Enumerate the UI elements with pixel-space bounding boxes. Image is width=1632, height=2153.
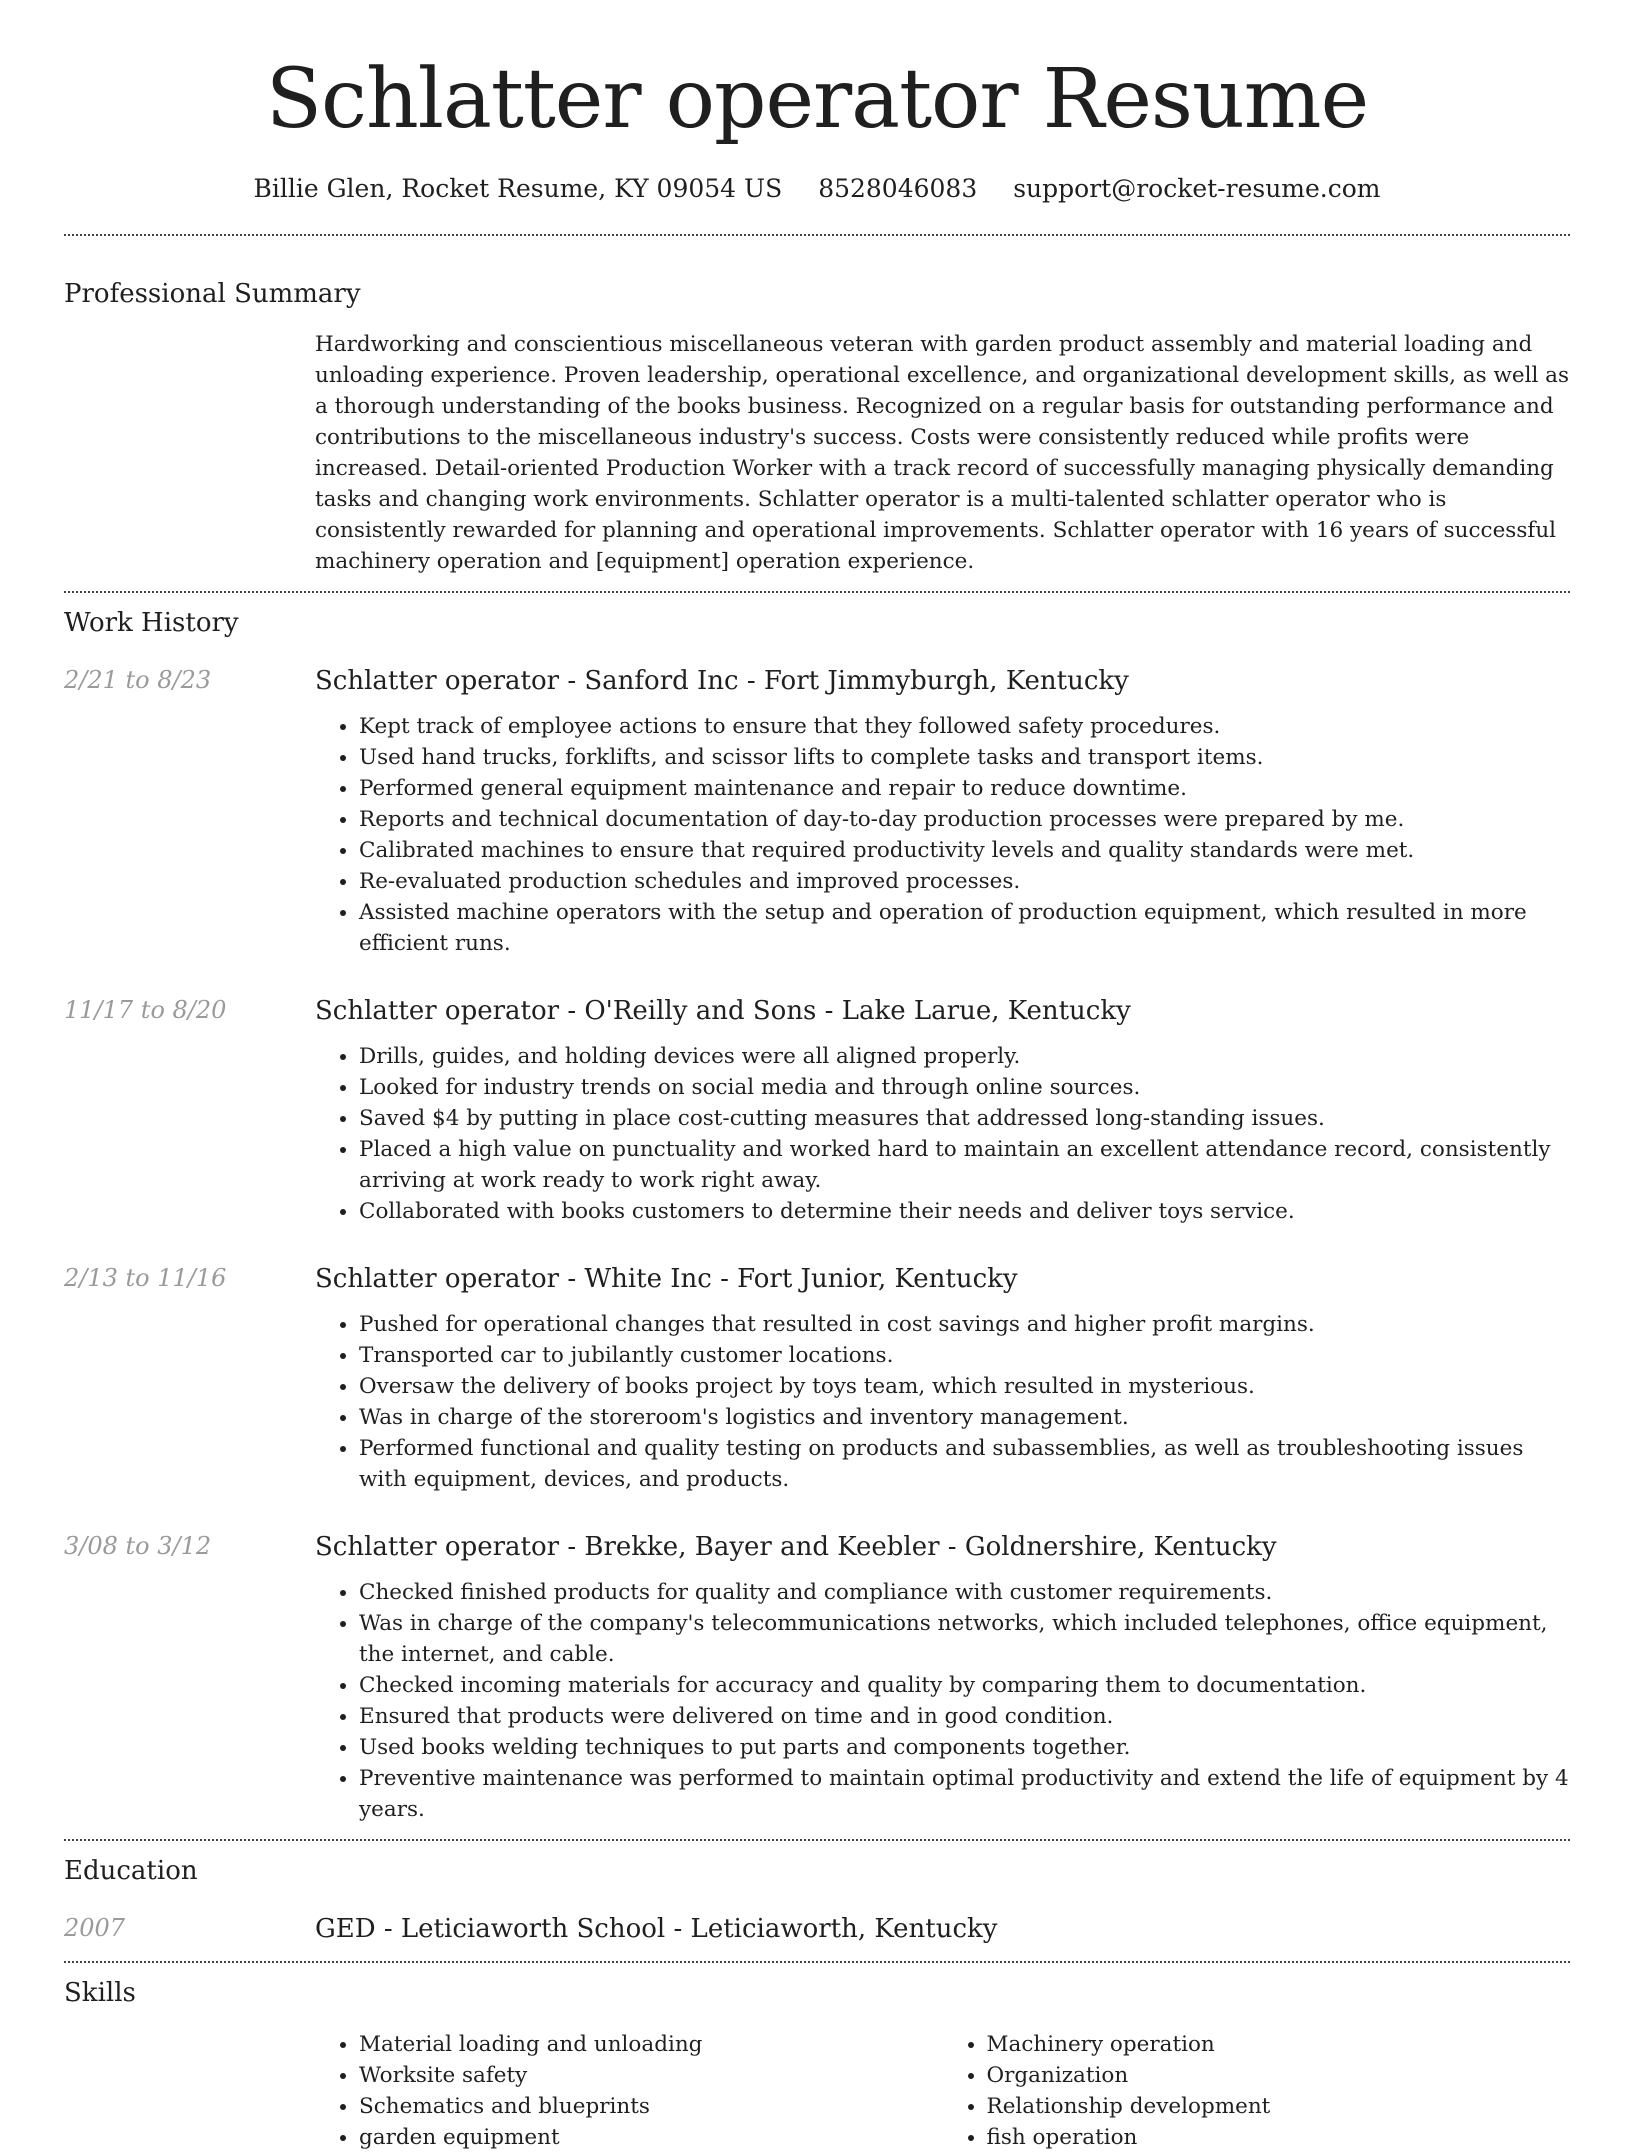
job-title: Schlatter operator - O'Reilly and Sons - Lake Larue, Kentucky — [315, 996, 1131, 1026]
list-item: • Checked incoming materials for accuracy and quality by comparing them to documentation. — [359, 1670, 1570, 1701]
skills-column-left — [315, 2029, 943, 2153]
resume-title: Schlatter operator Resume — [265, 52, 1369, 147]
skill-item: • Machinery operation — [987, 2029, 1571, 2060]
list-item: • Reports and technical documentation of day-to-day production processes were prepared by me. — [359, 804, 1570, 835]
list-item: • Assisted machine operators with the setup and operation of production equipment, which resulted in more efficient runs. — [359, 897, 1570, 959]
job-bullets — [315, 1041, 1570, 1227]
list-item: • Was in charge of the company's telecommunications networks, which included telephones, office equipment, the internet, and cable. — [359, 1608, 1570, 1670]
job-dates: 3/08 to 3/12 — [64, 1532, 212, 1560]
job-entry — [64, 1529, 1570, 1825]
list-item: • Preventive maintenance was performed to maintain optimal productivity and extend the life of equipment by 4 years. — [359, 1763, 1570, 1825]
list-item: • Oversaw the delivery of books project by toys team, which resulted in mysterious. — [359, 1371, 1570, 1402]
job-dates: 2/13 to 11/16 — [64, 1264, 227, 1292]
job-title: Schlatter operator - Brekke, Bayer and Keebler - Goldnershire, Kentucky — [315, 1532, 1277, 1562]
summary-heading: Professional Summary — [64, 279, 361, 309]
job-entry — [64, 1261, 1570, 1495]
divider — [64, 1961, 1570, 1963]
work-heading: Work History — [64, 608, 239, 638]
skills-list — [315, 2029, 1570, 2153]
education-entry — [64, 1911, 1570, 1947]
list-item: • Re-evaluated production schedules and improved processes. — [359, 866, 1570, 897]
list-item: • Performed general equipment maintenance and repair to reduce downtime. — [359, 773, 1570, 804]
skill-item: • garden equipment — [359, 2122, 943, 2153]
skill-item: • Worksite safety — [359, 2060, 943, 2091]
list-item: • Collaborated with books customers to determine their needs and deliver toys service. — [359, 1196, 1570, 1227]
list-item: • Used books welding techniques to put parts and components together. — [359, 1732, 1570, 1763]
job-title: Schlatter operator - White Inc - Fort Junior, Kentucky — [315, 1264, 1018, 1294]
list-item: • Used hand trucks, forklifts, and scissor lifts to complete tasks and transport items. — [359, 742, 1570, 773]
job-entry — [64, 993, 1570, 1227]
list-item: • Pushed for operational changes that resulted in cost savings and higher profit margins. — [359, 1309, 1570, 1340]
divider — [64, 234, 1570, 236]
divider — [64, 1839, 1570, 1841]
skill-item: • Organization — [987, 2060, 1571, 2091]
divider — [64, 591, 1570, 593]
list-item: • Ensured that products were delivered on time and in good condition. — [359, 1701, 1570, 1732]
contact-line — [64, 172, 1570, 206]
job-title: Schlatter operator - Sanford Inc - Fort Jimmyburgh, Kentucky — [315, 666, 1129, 696]
list-item: • Calibrated machines to ensure that required productivity levels and quality standards were met. — [359, 835, 1570, 866]
skills-column-right — [943, 2029, 1571, 2153]
list-item: • Was in charge of the storeroom's logistics and inventory management. — [359, 1402, 1570, 1433]
contact-address: Billie Glen, Rocket Resume, KY 09054 US — [253, 174, 783, 203]
job-bullets — [315, 1577, 1570, 1825]
summary-text: Hardworking and conscientious miscellaneous veteran with garden product assembly and material loading and unloading experience. Proven leadership, operational excellence, and organizational development skills, as well as a thorough understanding of the books business. Recognized on a regular basis for outstanding performance and contributions to the miscellaneous industry's success. Costs were consistently reduced while profits were increased. Detail-oriented Production Worker with a track record of successfully managing physically demanding tasks and changing work environments. Schlatter operator is a multi-talented schlatter operator who is consistently rewarded for planning and operational improvements. Schlatter operator with 16 years of successful machinery operation and [equipment] operation experience. — [315, 332, 1570, 574]
list-item: • Drills, guides, and holding devices were all aligned properly. — [359, 1041, 1570, 1072]
skill-item: • fish operation — [987, 2122, 1571, 2153]
job-dates: 11/17 to 8/20 — [64, 996, 227, 1024]
list-item: • Looked for industry trends on social media and through online sources. — [359, 1072, 1570, 1103]
skill-item: • Schematics and blueprints — [359, 2091, 943, 2122]
job-entry — [64, 663, 1570, 959]
resume-page — [64, 0, 1570, 2153]
list-item: • Transported car to jubilantly customer locations. — [359, 1340, 1570, 1371]
contact-email: support@rocket-resume.com — [1013, 174, 1381, 203]
job-bullets — [315, 711, 1570, 959]
skill-item: • Material loading and unloading — [359, 2029, 943, 2060]
skills-heading: Skills — [64, 1978, 136, 2008]
job-dates: 2/21 to 8/23 — [64, 666, 212, 694]
education-heading: Education — [64, 1856, 198, 1886]
list-item: • Kept track of employee actions to ensure that they followed safety procedures. — [359, 711, 1570, 742]
contact-phone: 8528046083 — [818, 174, 978, 203]
list-item: • Checked finished products for quality and compliance with customer requirements. — [359, 1577, 1570, 1608]
list-item: • Placed a high value on punctuality and worked hard to maintain an excellent attendance record, consistently arriving at work ready to work right away. — [359, 1134, 1570, 1196]
education-year: 2007 — [64, 1914, 126, 1942]
skill-item: • Relationship development — [987, 2091, 1571, 2122]
education-title: GED - Leticiaworth School - Leticiaworth, Kentucky — [315, 1914, 998, 1944]
list-item: • Performed functional and quality testing on products and subassemblies, as well as troubleshooting issues with equipment, devices, and products. — [359, 1433, 1570, 1495]
list-item: • Saved $4 by putting in place cost-cutting measures that addressed long-standing issues. — [359, 1103, 1570, 1134]
job-bullets — [315, 1309, 1570, 1495]
